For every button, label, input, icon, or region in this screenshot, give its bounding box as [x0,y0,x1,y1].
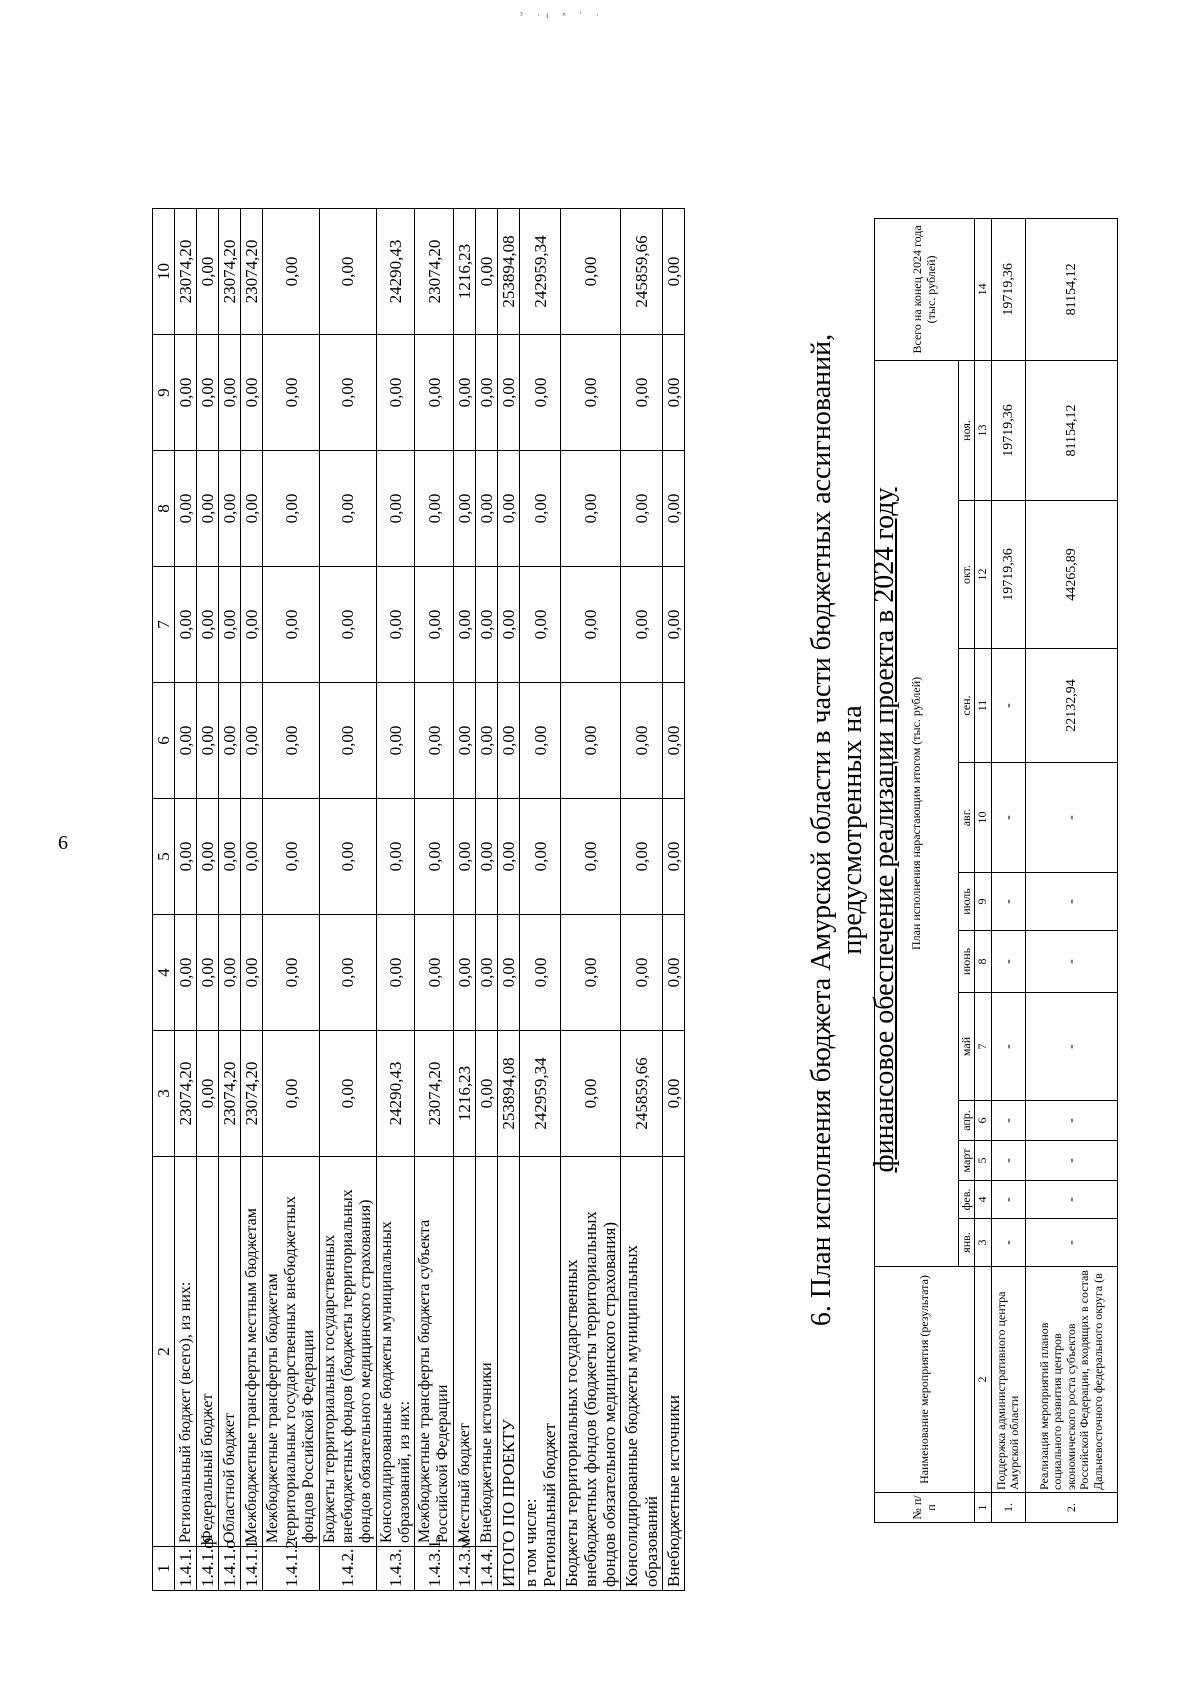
breakdown-row [561,209,621,1591]
value-cell: 0,00 [476,683,498,799]
value-cell: 23074,20 [415,1031,454,1157]
value-cell: 0,00 [621,567,662,683]
value-cell: 0,00 [319,683,376,799]
value-cell: 23074,20 [175,1031,197,1157]
page-number: 6 [58,832,68,854]
column-number-header: 1 [153,1547,175,1591]
value-cell: 245859,66 [621,1031,662,1157]
row-name: Реализация мероприятий планов социального развития центров экономического роста субъектов Российской Федерации, входящих в состав Дальневосточного федерального округа (в [1025,1267,1117,1493]
row-name: Межбюджетные трансферты бюджетам территориальных государственных внебюджетных фондов Российской Федерации [263,1157,320,1547]
value-cell: 23074,20 [241,209,263,335]
value-cell: 0,00 [621,915,662,1031]
value-cell: 0,00 [319,567,376,683]
month-value-cell: - [991,1141,1025,1181]
row-name: Местный бюджет [454,1157,476,1547]
month-header: сен. [959,649,975,763]
table-row [319,209,376,1591]
month-header: июль [959,873,975,931]
month-value-cell: - [1025,1141,1117,1181]
value-cell: 0,00 [241,683,263,799]
month-value-cell: - [1025,1101,1117,1141]
row-code: 1.4.4. [476,1547,498,1591]
table-header-row [875,218,959,1522]
value-cell: 1216,23 [454,209,476,335]
breakdown-row [621,209,662,1591]
value-cell: 23074,20 [415,209,454,335]
value-cell: 0,00 [263,683,320,799]
value-cell: 0,00 [520,451,561,567]
breakdown-name [662,1157,684,1591]
row-code: 1.4.1.1. [241,1547,263,1591]
year-total-cell: 81154,12 [1025,218,1117,360]
section-title-line-1: 6. План исполнения бюджета Амурской области в части бюджетных ассигнований, предусмотренных на [806,333,869,1327]
value-cell: 0,00 [662,209,684,335]
value-cell: 0,00 [662,451,684,567]
total-value-cell: 0,00 [498,683,520,799]
column-number-header: 8 [153,451,175,567]
month-value-cell: - [1025,993,1117,1101]
row-name: Бюджеты территориальных государственных внебюджетных фондов (бюджеты территориальных фондов обязательного медицинского страхования) [319,1157,376,1547]
section-title-line-2: финансовое обеспечение реализации проекта в 2024 году [868,487,900,1173]
value-cell: 0,00 [175,683,197,799]
value-cell: 0,00 [454,683,476,799]
total-value-cell: 0,00 [498,915,520,1031]
value-cell: 0,00 [219,451,241,567]
breakdown-name [561,1157,621,1591]
month-header: май [959,993,975,1101]
value-cell: 0,00 [219,567,241,683]
value-cell: 0,00 [561,567,621,683]
column-number-header: 4 [153,915,175,1031]
column-number-header: 6 [975,1101,991,1141]
value-cell: 0,00 [263,567,320,683]
table-row [1025,218,1117,1522]
column-number-header: 2 [975,1267,991,1493]
table-row [476,209,498,1591]
row-code: 1.4.1.о [219,1547,241,1591]
row-name: Межбюджетные трансферты бюджета субъекта Российской Федерации [415,1157,454,1547]
value-cell: 0,00 [476,1031,498,1157]
total-value-cell: 253894,08 [498,1031,520,1157]
value-cell: 0,00 [561,1031,621,1157]
value-cell: 0,00 [621,799,662,915]
value-cell: 0,00 [376,799,415,915]
month-value-cell: - [991,931,1025,993]
month-header: апр. [959,1101,975,1141]
breakdown-row [520,209,561,1591]
total-value-cell: 0,00 [498,335,520,451]
value-cell: 0,00 [454,799,476,915]
row-code: 1.4.3.1. [415,1547,454,1591]
table-row [241,209,263,1591]
value-cell: 23074,20 [219,1031,241,1157]
value-cell: 0,00 [476,915,498,1031]
total-label: ИТОГО ПО ПРОЕКТУ [498,1157,520,1591]
row-number: 2. [1025,1493,1117,1523]
column-number-header: 6 [153,683,175,799]
row-name: Поддержка административного центра Амурской области [991,1267,1025,1493]
value-cell: 0,00 [561,451,621,567]
row-code: 1.4.2. [319,1547,376,1591]
table-row [175,209,197,1591]
name-header: Наименование мероприятия (результата) [875,1267,975,1493]
value-cell: 0,00 [415,567,454,683]
month-header: ноя. [959,360,975,500]
column-number-header: 1 [975,1493,991,1523]
breakdown-label: Внебюджетные источники [663,1395,683,1587]
value-cell: 0,00 [197,567,219,683]
row-number: 1. [991,1493,1025,1523]
month-value-cell: - [1025,1181,1117,1219]
column-number-header: 11 [975,649,991,763]
scan-marks: ³ ·ı ⁿ ʹ · [520,10,605,20]
value-cell: 0,00 [319,335,376,451]
month-value-cell: 81154,12 [1025,360,1117,500]
value-cell: 0,00 [175,567,197,683]
month-header: июнь [959,931,975,993]
total-value-cell: 0,00 [498,451,520,567]
month-value-cell: - [1025,931,1117,993]
row-name: Консолидированные бюджеты муниципальных образований, из них: [376,1157,415,1547]
column-number-header: 3 [153,1031,175,1157]
month-value-cell: 19719,36 [991,360,1025,500]
value-cell: 0,00 [520,335,561,451]
value-cell: 0,00 [621,335,662,451]
value-cell: 0,00 [520,567,561,683]
value-cell: 0,00 [263,799,320,915]
value-cell: 0,00 [319,209,376,335]
value-cell: 0,00 [476,335,498,451]
value-cell: 0,00 [376,451,415,567]
value-cell: 0,00 [561,915,621,1031]
column-number-header: 14 [975,218,991,360]
value-cell: 0,00 [197,335,219,451]
row-name: Областной бюджет [219,1157,241,1547]
value-cell: 0,00 [454,567,476,683]
column-number-header: 7 [975,993,991,1101]
column-number-header: 9 [153,335,175,451]
row-name: Межбюджетные трансферты местным бюджетам [241,1157,263,1547]
total-value-cell: 0,00 [498,567,520,683]
breakdown-label: Консолидированные бюджеты муниципальных образований [622,1244,661,1587]
breakdown-name [520,1157,561,1591]
value-cell: 242959,34 [520,209,561,335]
value-cell: 0,00 [376,915,415,1031]
value-cell: 24290,43 [376,1031,415,1157]
breakdown-label: Бюджеты территориальных государственных внебюджетных фондов (бюджеты территориальных фондов обязательного медицинского страхования) [562,1211,620,1587]
value-cell: 0,00 [415,335,454,451]
value-cell: 23074,20 [175,209,197,335]
month-value-cell: - [991,1181,1025,1219]
column-number-header: 4 [975,1181,991,1219]
value-cell: 0,00 [219,799,241,915]
value-cell: 24290,43 [376,209,415,335]
column-number-header: 2 [153,1157,175,1547]
month-value-cell: - [991,763,1025,873]
value-cell: 0,00 [520,683,561,799]
value-cell: 0,00 [263,1031,320,1157]
value-cell: 0,00 [263,915,320,1031]
year-total-header: Всего на конец 2024 года (тыс. рублей) [875,218,975,360]
value-cell: 0,00 [319,799,376,915]
value-cell: 0,00 [561,209,621,335]
value-cell: 0,00 [561,335,621,451]
value-cell: 0,00 [662,683,684,799]
breakdown-name [621,1157,662,1591]
column-number-header: 5 [975,1141,991,1181]
table-row [454,209,476,1591]
value-cell: 0,00 [263,209,320,335]
month-value-cell: - [991,649,1025,763]
month-value-cell: - [991,1101,1025,1141]
table-row [197,209,219,1591]
value-cell: 0,00 [241,567,263,683]
value-cell: 0,00 [197,683,219,799]
table-row [219,209,241,1591]
month-value-cell: - [1025,763,1117,873]
value-cell: 0,00 [263,335,320,451]
column-number-header: 10 [975,763,991,873]
month-header: окт. [959,501,975,649]
month-header: фев. [959,1181,975,1219]
month-header: янв. [959,1219,975,1267]
value-cell: 23074,20 [219,209,241,335]
number-header: № п/п [875,1493,975,1523]
value-cell: 0,00 [319,451,376,567]
value-cell: 1216,23 [454,1031,476,1157]
value-cell: 0,00 [263,451,320,567]
value-cell: 0,00 [376,567,415,683]
table-header-row [153,209,175,1591]
value-cell: 0,00 [454,451,476,567]
budget-sources-table [152,208,685,1591]
month-value-cell: - [991,1219,1025,1267]
value-cell: 0,00 [319,915,376,1031]
value-cell: 0,00 [454,335,476,451]
value-cell: 0,00 [219,915,241,1031]
value-cell: 0,00 [621,683,662,799]
column-number-header: 12 [975,501,991,649]
breakdown-row [662,209,684,1591]
year-total-cell: 19719,36 [991,218,1025,360]
row-code: 1.4.1.ф [197,1547,219,1591]
month-value-cell: - [1025,1219,1117,1267]
month-header: авг. [959,763,975,873]
budget-execution-plan-table [874,218,1118,1523]
value-cell: 0,00 [415,451,454,567]
column-number-header: 10 [153,209,175,335]
value-cell: 0,00 [197,799,219,915]
value-cell: 245859,66 [621,209,662,335]
value-cell: 0,00 [219,683,241,799]
row-code: 1.4.1.2. [263,1547,320,1591]
value-cell: 0,00 [476,209,498,335]
included-label: в том числе: [521,1498,541,1587]
column-number-header: 3 [975,1219,991,1267]
value-cell: 0,00 [241,451,263,567]
value-cell: 0,00 [476,451,498,567]
value-cell: 0,00 [415,915,454,1031]
row-name: Внебюджетные источники [476,1157,498,1547]
value-cell: 0,00 [197,209,219,335]
value-cell: 0,00 [197,451,219,567]
value-cell: 23074,20 [241,1031,263,1157]
month-value-cell: 22132,94 [1025,649,1117,763]
total-value-cell: 253894,08 [498,209,520,335]
row-code: 1.4.3. [376,1547,415,1591]
column-number-header: 8 [975,931,991,993]
value-cell: 0,00 [219,335,241,451]
month-value-cell: - [991,993,1025,1101]
value-cell: 0,00 [662,799,684,915]
column-number-header: 9 [975,873,991,931]
column-number-header: 13 [975,360,991,500]
table-row [376,209,415,1591]
month-value-cell: 19719,36 [991,501,1025,649]
value-cell: 0,00 [197,1031,219,1157]
value-cell: 0,00 [621,451,662,567]
value-cell: 0,00 [197,915,219,1031]
month-value-cell: 44265,89 [1025,501,1117,649]
value-cell: 0,00 [319,1031,376,1157]
value-cell: 0,00 [662,567,684,683]
value-cell: 0,00 [376,683,415,799]
value-cell: 0,00 [175,451,197,567]
value-cell: 0,00 [520,915,561,1031]
row-name: Региональный бюджет (всего), из них: [175,1157,197,1547]
value-cell: 0,00 [241,915,263,1031]
breakdown-label: Региональный бюджет [540,1423,560,1587]
value-cell: 0,00 [662,1031,684,1157]
month-value-cell: - [991,873,1025,931]
column-number-header: 5 [153,799,175,915]
value-cell: 0,00 [476,799,498,915]
value-cell: 0,00 [376,335,415,451]
value-cell: 0,00 [662,335,684,451]
value-cell: 0,00 [561,683,621,799]
total-value-cell: 0,00 [498,799,520,915]
value-cell: 0,00 [241,799,263,915]
table-row [415,209,454,1591]
value-cell: 0,00 [476,567,498,683]
value-cell: 0,00 [175,335,197,451]
value-cell: 0,00 [415,799,454,915]
value-cell: 0,00 [561,799,621,915]
table-row [991,218,1025,1522]
row-code: 1.4.3.м [454,1547,476,1591]
month-header: март [959,1141,975,1181]
value-cell: 0,00 [175,915,197,1031]
plan-header: План исполнения нарастающим итогом (тыс. рублей) [875,360,959,1266]
value-cell: 0,00 [415,683,454,799]
column-numbers-row [975,218,991,1522]
month-value-cell: - [1025,873,1117,931]
row-code: 1.4.1. [175,1547,197,1591]
value-cell: 0,00 [241,335,263,451]
row-name: Федеральный бюджет [197,1157,219,1547]
value-cell: 0,00 [520,799,561,915]
value-cell: 0,00 [454,915,476,1031]
value-cell: 0,00 [175,799,197,915]
total-row [498,209,520,1591]
column-number-header: 7 [153,567,175,683]
value-cell: 0,00 [662,915,684,1031]
table-row [263,209,320,1591]
value-cell: 242959,34 [520,1031,561,1157]
